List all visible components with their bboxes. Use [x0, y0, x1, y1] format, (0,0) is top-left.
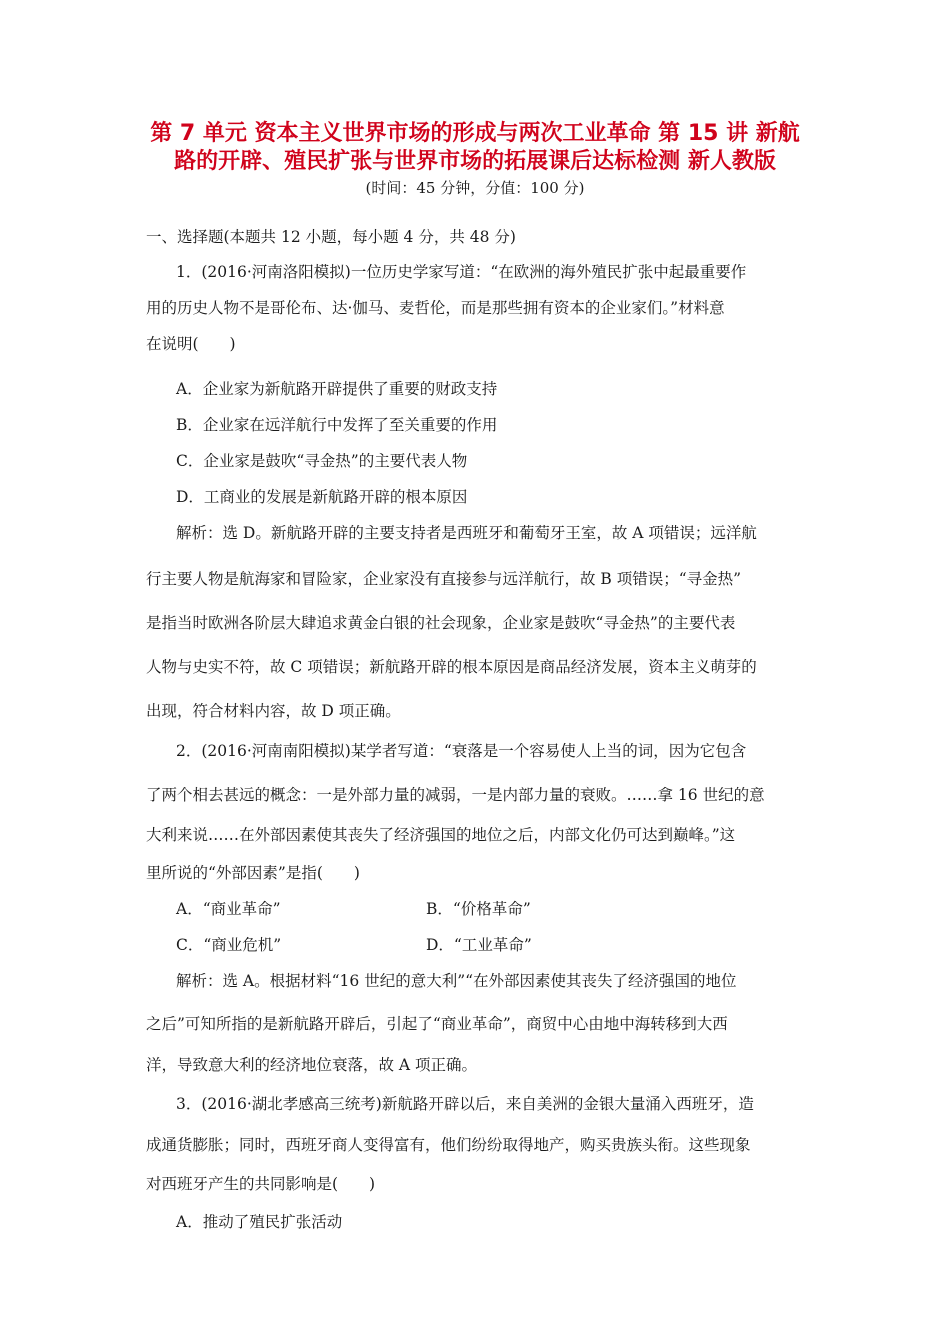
q1-analysis-line-4: 人物与史实不符，故 C 项错误；新航路开辟的根本原因是商品经济发展，资本主义萌芽的 [146, 658, 757, 676]
exam-info: (时间：45 分钟，分值：100 分) [365, 179, 585, 197]
q2-option-a: A．“商业革命” [176, 900, 281, 918]
document-title [120, 120, 830, 176]
q1-analysis-line-3: 是指当时欧洲各阶层大肆追求黄金白银的社会现象，企业家是鼓吹“寻金热”的主要代表 [146, 614, 736, 632]
q3-stem-line-2: 成通货膨胀；同时，西班牙商人变得富有，他们纷纷取得地产，购买贵族头衔。这些现象 [146, 1136, 751, 1154]
q1-option-d: D．工商业的发展是新航路开辟的根本原因 [176, 488, 468, 506]
q1-option-c: C．企业家是鼓吹“寻金热”的主要代表人物 [176, 452, 468, 470]
q2-analysis-line-3: 洋，导致意大利的经济地位衰落，故 A 项正确。 [146, 1056, 478, 1074]
q2-stem-line-2: 了两个相去甚远的概念：一是外部力量的减弱，一是内部力量的衰败。……拿 16 世纪的意 [146, 786, 765, 804]
title-line-1: 第 7 单元 资本主义世界市场的形成与两次工业革命 第 15 讲 新航 [150, 121, 800, 146]
q3-stem-line-1: 3．(2016·湖北孝感高三统考)新航路开辟以后，来自美洲的金银大量涌入西班牙，造 [176, 1095, 754, 1113]
q2-option-c: C．“商业危机” [176, 936, 282, 954]
q2-stem-line-3: 大利来说……在外部因素使其丧失了经济强国的地位之后，内部文化仍可达到巅峰。”这 [146, 826, 736, 844]
q3-stem-line-3: 对西班牙产生的共同影响是( ) [146, 1175, 376, 1193]
q2-stem-line-1: 2．(2016·河南南阳模拟)某学者写道：“衰落是一个容易使人上当的词，因为它包含 [176, 742, 747, 760]
q2-stem-line-4: 里所说的“外部因素”是指( ) [146, 864, 360, 882]
title-line-2: 路的开辟、殖民扩张与世界市场的拓展课后达标检测 新人教版 [174, 149, 776, 174]
q1-analysis-line-2: 行主要人物是航海家和冒险家，企业家没有直接参与远洋航行，故 B 项错误；“寻金热” [146, 570, 742, 588]
q1-option-a: A．企业家为新航路开辟提供了重要的财政支持 [176, 380, 498, 398]
q1-analysis-line-1: 解析：选 D。新航路开辟的主要支持者是西班牙和葡萄牙王室，故 A 项错误；远洋航 [176, 524, 757, 542]
q1-stem-line-2: 用的历史人物不是哥伦布、达·伽马、麦哲伦，而是那些拥有资本的企业家们。”材料意 [146, 299, 725, 317]
q3-option-a: A．推动了殖民扩张活动 [176, 1213, 343, 1231]
q2-analysis-line-2: 之后”可知所指的是新航路开辟后，引起了“商业革命”，商贸中心由地中海转移到大西 [146, 1015, 728, 1033]
q1-stem-line-1: 1．(2016·河南洛阳模拟)一位历史学家写道：“在欧洲的海外殖民扩张中起最重要作 [176, 263, 747, 281]
q1-analysis-line-5: 出现，符合材料内容，故 D 项正确。 [146, 702, 401, 720]
q2-option-b: B．“价格革命” [426, 900, 531, 918]
section-heading: 一、选择题(本题共 12 小题，每小题 4 分，共 48 分) [146, 228, 516, 246]
q2-option-d: D．“工业革命” [426, 936, 532, 954]
q1-option-b: B．企业家在远洋航行中发挥了至关重要的作用 [176, 416, 498, 434]
q1-stem-line-3: 在说明( ) [146, 335, 236, 353]
q2-analysis-line-1: 解析：选 A。根据材料“16 世纪的意大利”“在外部因素使其丧失了经济强国的地位 [176, 972, 737, 990]
